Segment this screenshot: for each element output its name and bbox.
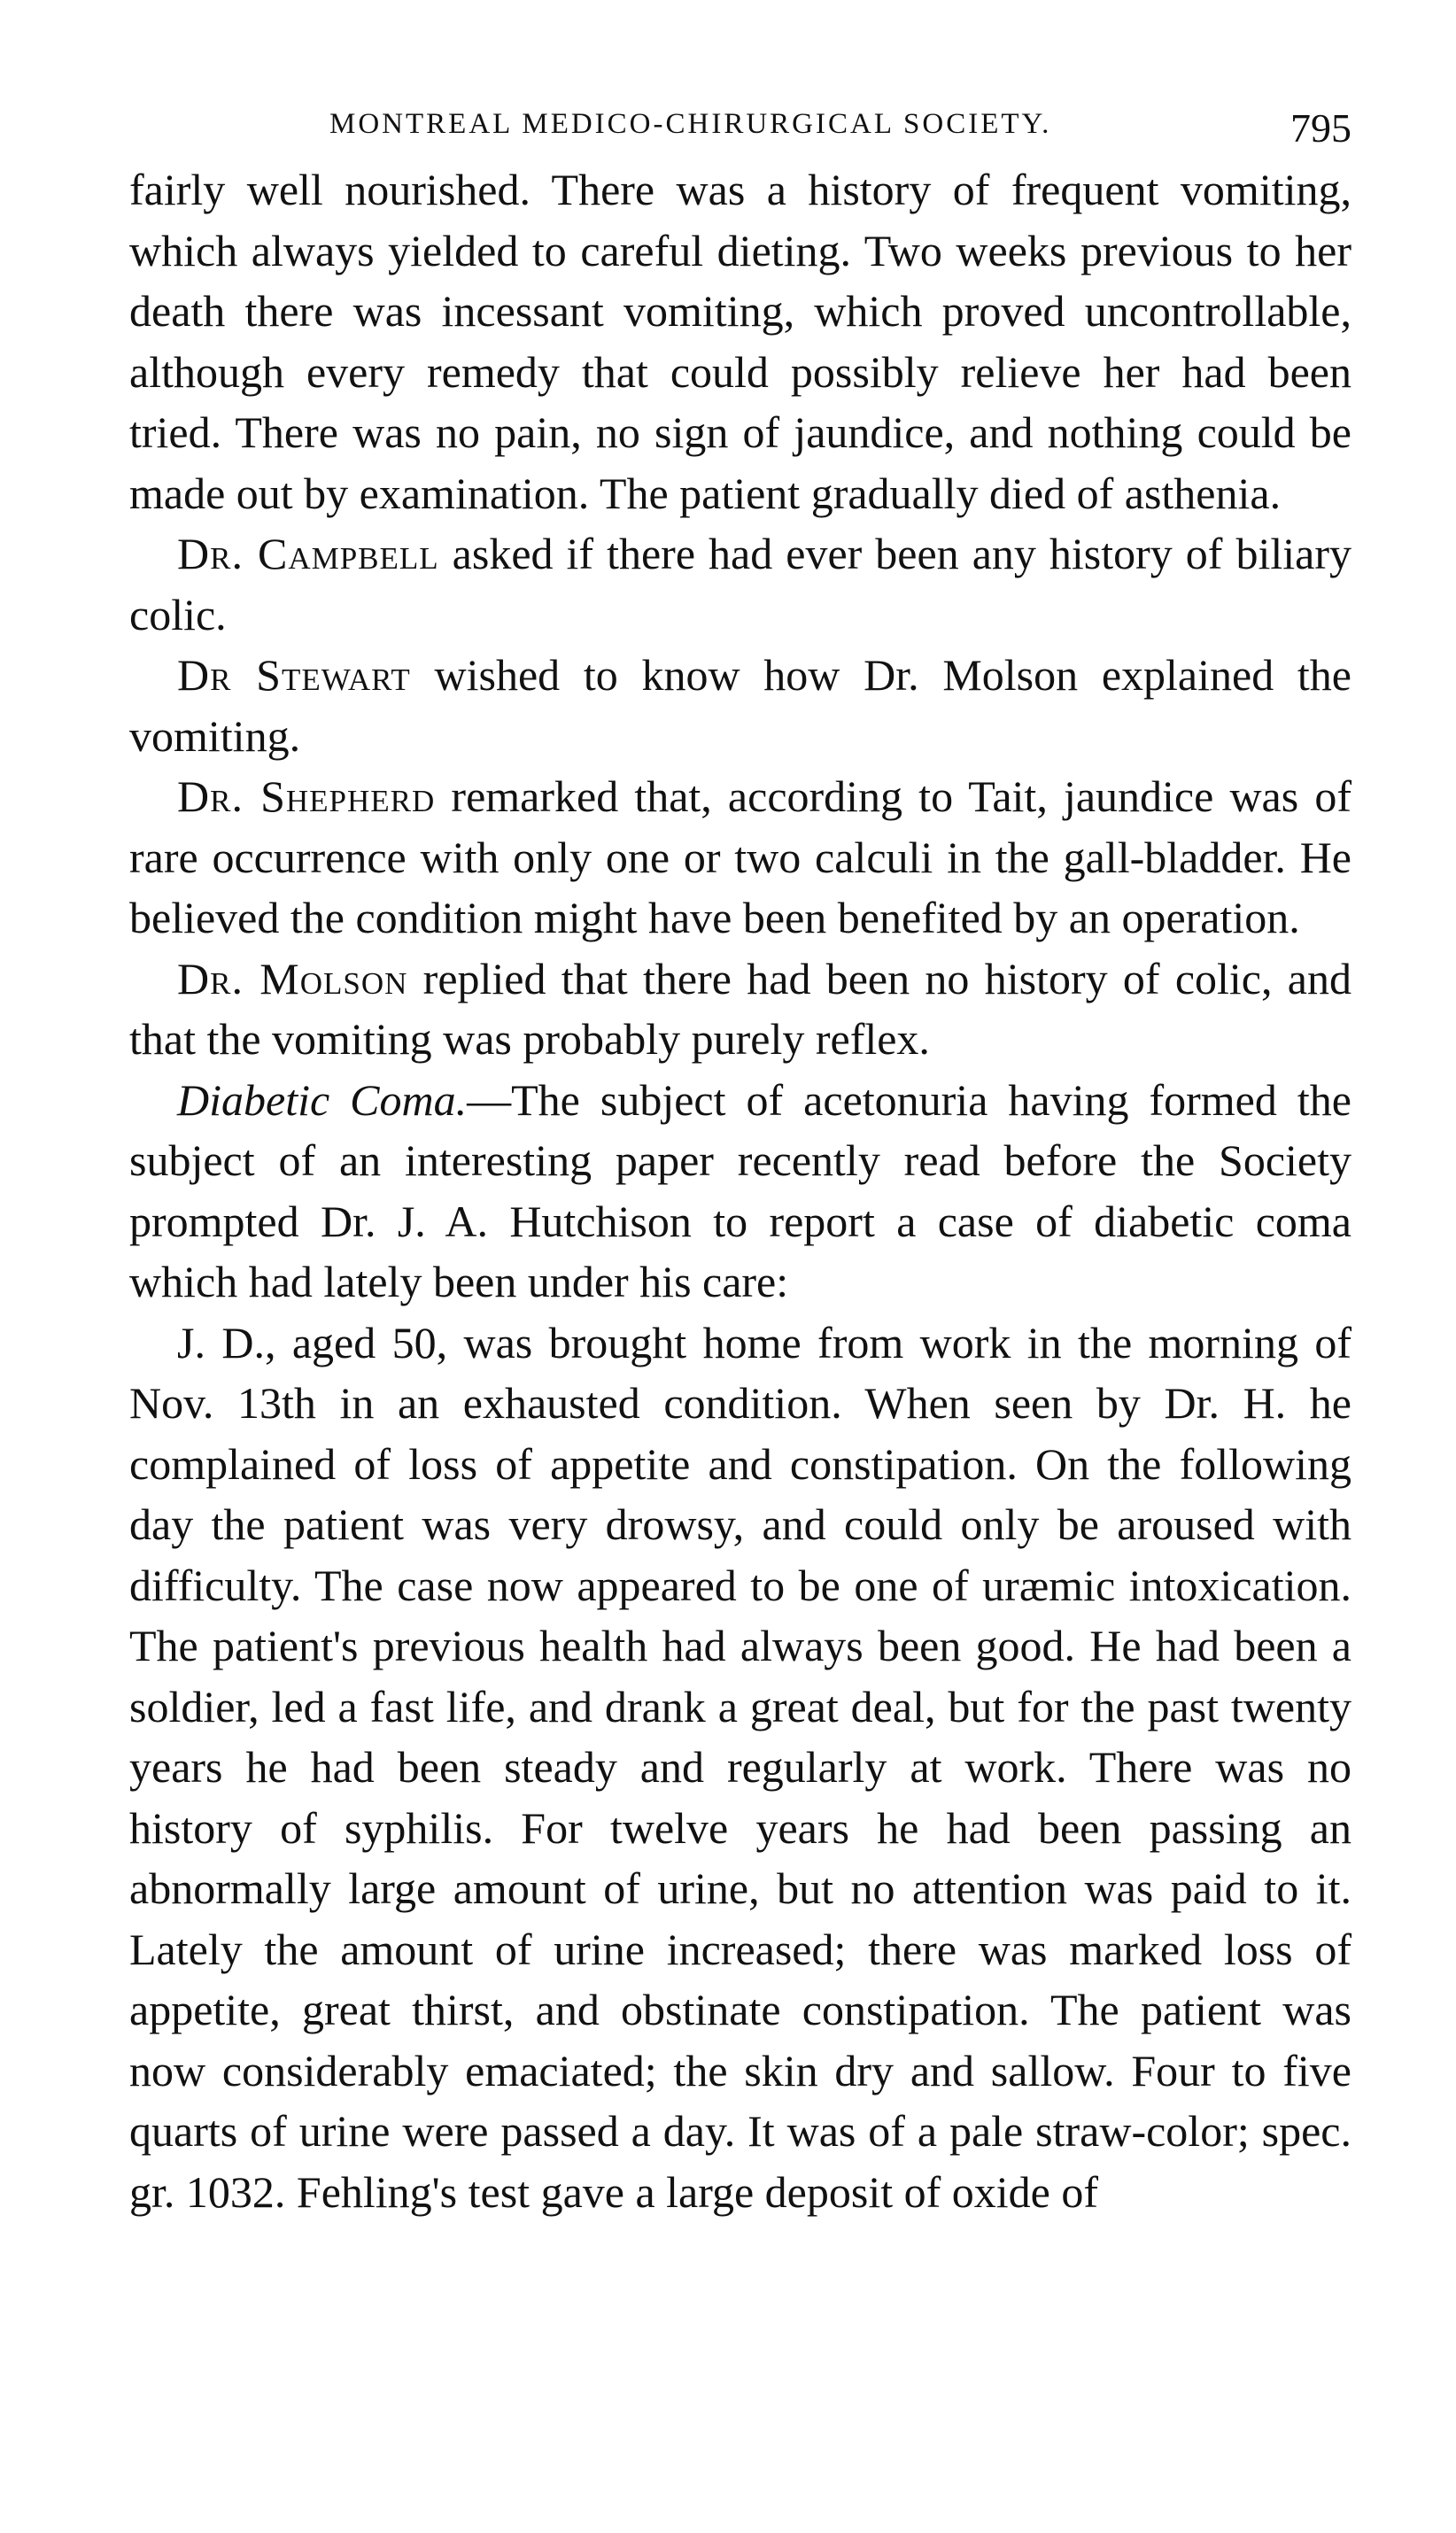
speaker-name: Dr. Molson xyxy=(177,953,408,1003)
paragraph-continued xyxy=(129,159,1351,523)
paragraph-molson xyxy=(129,949,1351,1070)
speaker-name: Dr. Shepherd xyxy=(177,771,436,821)
section-heading: Diabetic Coma. xyxy=(177,1074,468,1125)
speaker-name: Dr Stewart xyxy=(177,650,411,700)
page-number: 795 xyxy=(1290,105,1351,151)
paragraph-text: remarked that, according to Tait, jaundice was of rare occurrence with only one or two calculi in the gall-bladder. He believed the condition might have been benefited by an operation. xyxy=(129,771,1351,942)
paragraph-text: replied that there had been no history of colic, and that the vomiting was probably purely reflex. xyxy=(129,953,1351,1064)
paragraph-text: wished to know how Dr. Molson explained the vomiting. xyxy=(129,650,1352,761)
paragraph-diabetic-coma xyxy=(129,1070,1351,1313)
journal-page xyxy=(129,89,1351,2222)
article-body xyxy=(129,159,1351,2222)
paragraph-case-report xyxy=(129,1313,1351,2223)
paragraph-text: fairly well nourished. There was a history of frequent vomiting, which always yielded to careful dieting. Two weeks previous to her death there was incessant vomiting, which proved uncontrollable, although every remedy that could possibly relieve her had been tried. There was no pain, no sign of jaundice, and nothing could be made out by examination. The patient gradually died of asthenia. xyxy=(129,165,1351,518)
running-title: MONTREAL MEDICO-CHIRURGICAL SOCIETY. xyxy=(329,108,1052,140)
paragraph-shepherd xyxy=(129,766,1351,949)
paragraph-text: asked if there had ever been any history of biliary colic. xyxy=(129,529,1351,639)
speaker-name: Dr. Campbell xyxy=(177,529,439,578)
paragraph-text: —The subject of acetonuria having formed the subject of an interesting paper recently read before the Society prompted Dr. J. A. Hutchison to report a case of diabetic coma which had lately been under his care: xyxy=(129,1074,1351,1306)
paragraph-stewart xyxy=(129,645,1351,766)
running-head xyxy=(129,89,1351,159)
paragraph-text: J. D., aged 50, was brought home from work in the morning of Nov. 13th in an exhausted condition. When seen by Dr. H. he complained of loss of appetite and constipation. On the following day the patient was very drowsy, and could only be aroused with difficulty. The case now appeared to be one of uræmic intoxication. The patient's previous health had always been good. He had been a soldier, led a fast life, and drank a great deal, but for the past twenty years he had been steady and regularly at work. There was no history of syphilis. For twelve years he had been passing an abnormally large amount of urine, but no attention was paid to it. Lately the amount of urine increased; there was marked loss of appetite, great thirst, and obstinate constipation. The patient was now considerably emaciated; the skin dry and sallow. Four to five quarts of urine were passed a day. It was of a pale straw-color; spec. gr. 1032. Fehling's test gave a large deposit of oxide of xyxy=(129,1317,1351,2217)
paragraph-campbell xyxy=(129,523,1351,645)
